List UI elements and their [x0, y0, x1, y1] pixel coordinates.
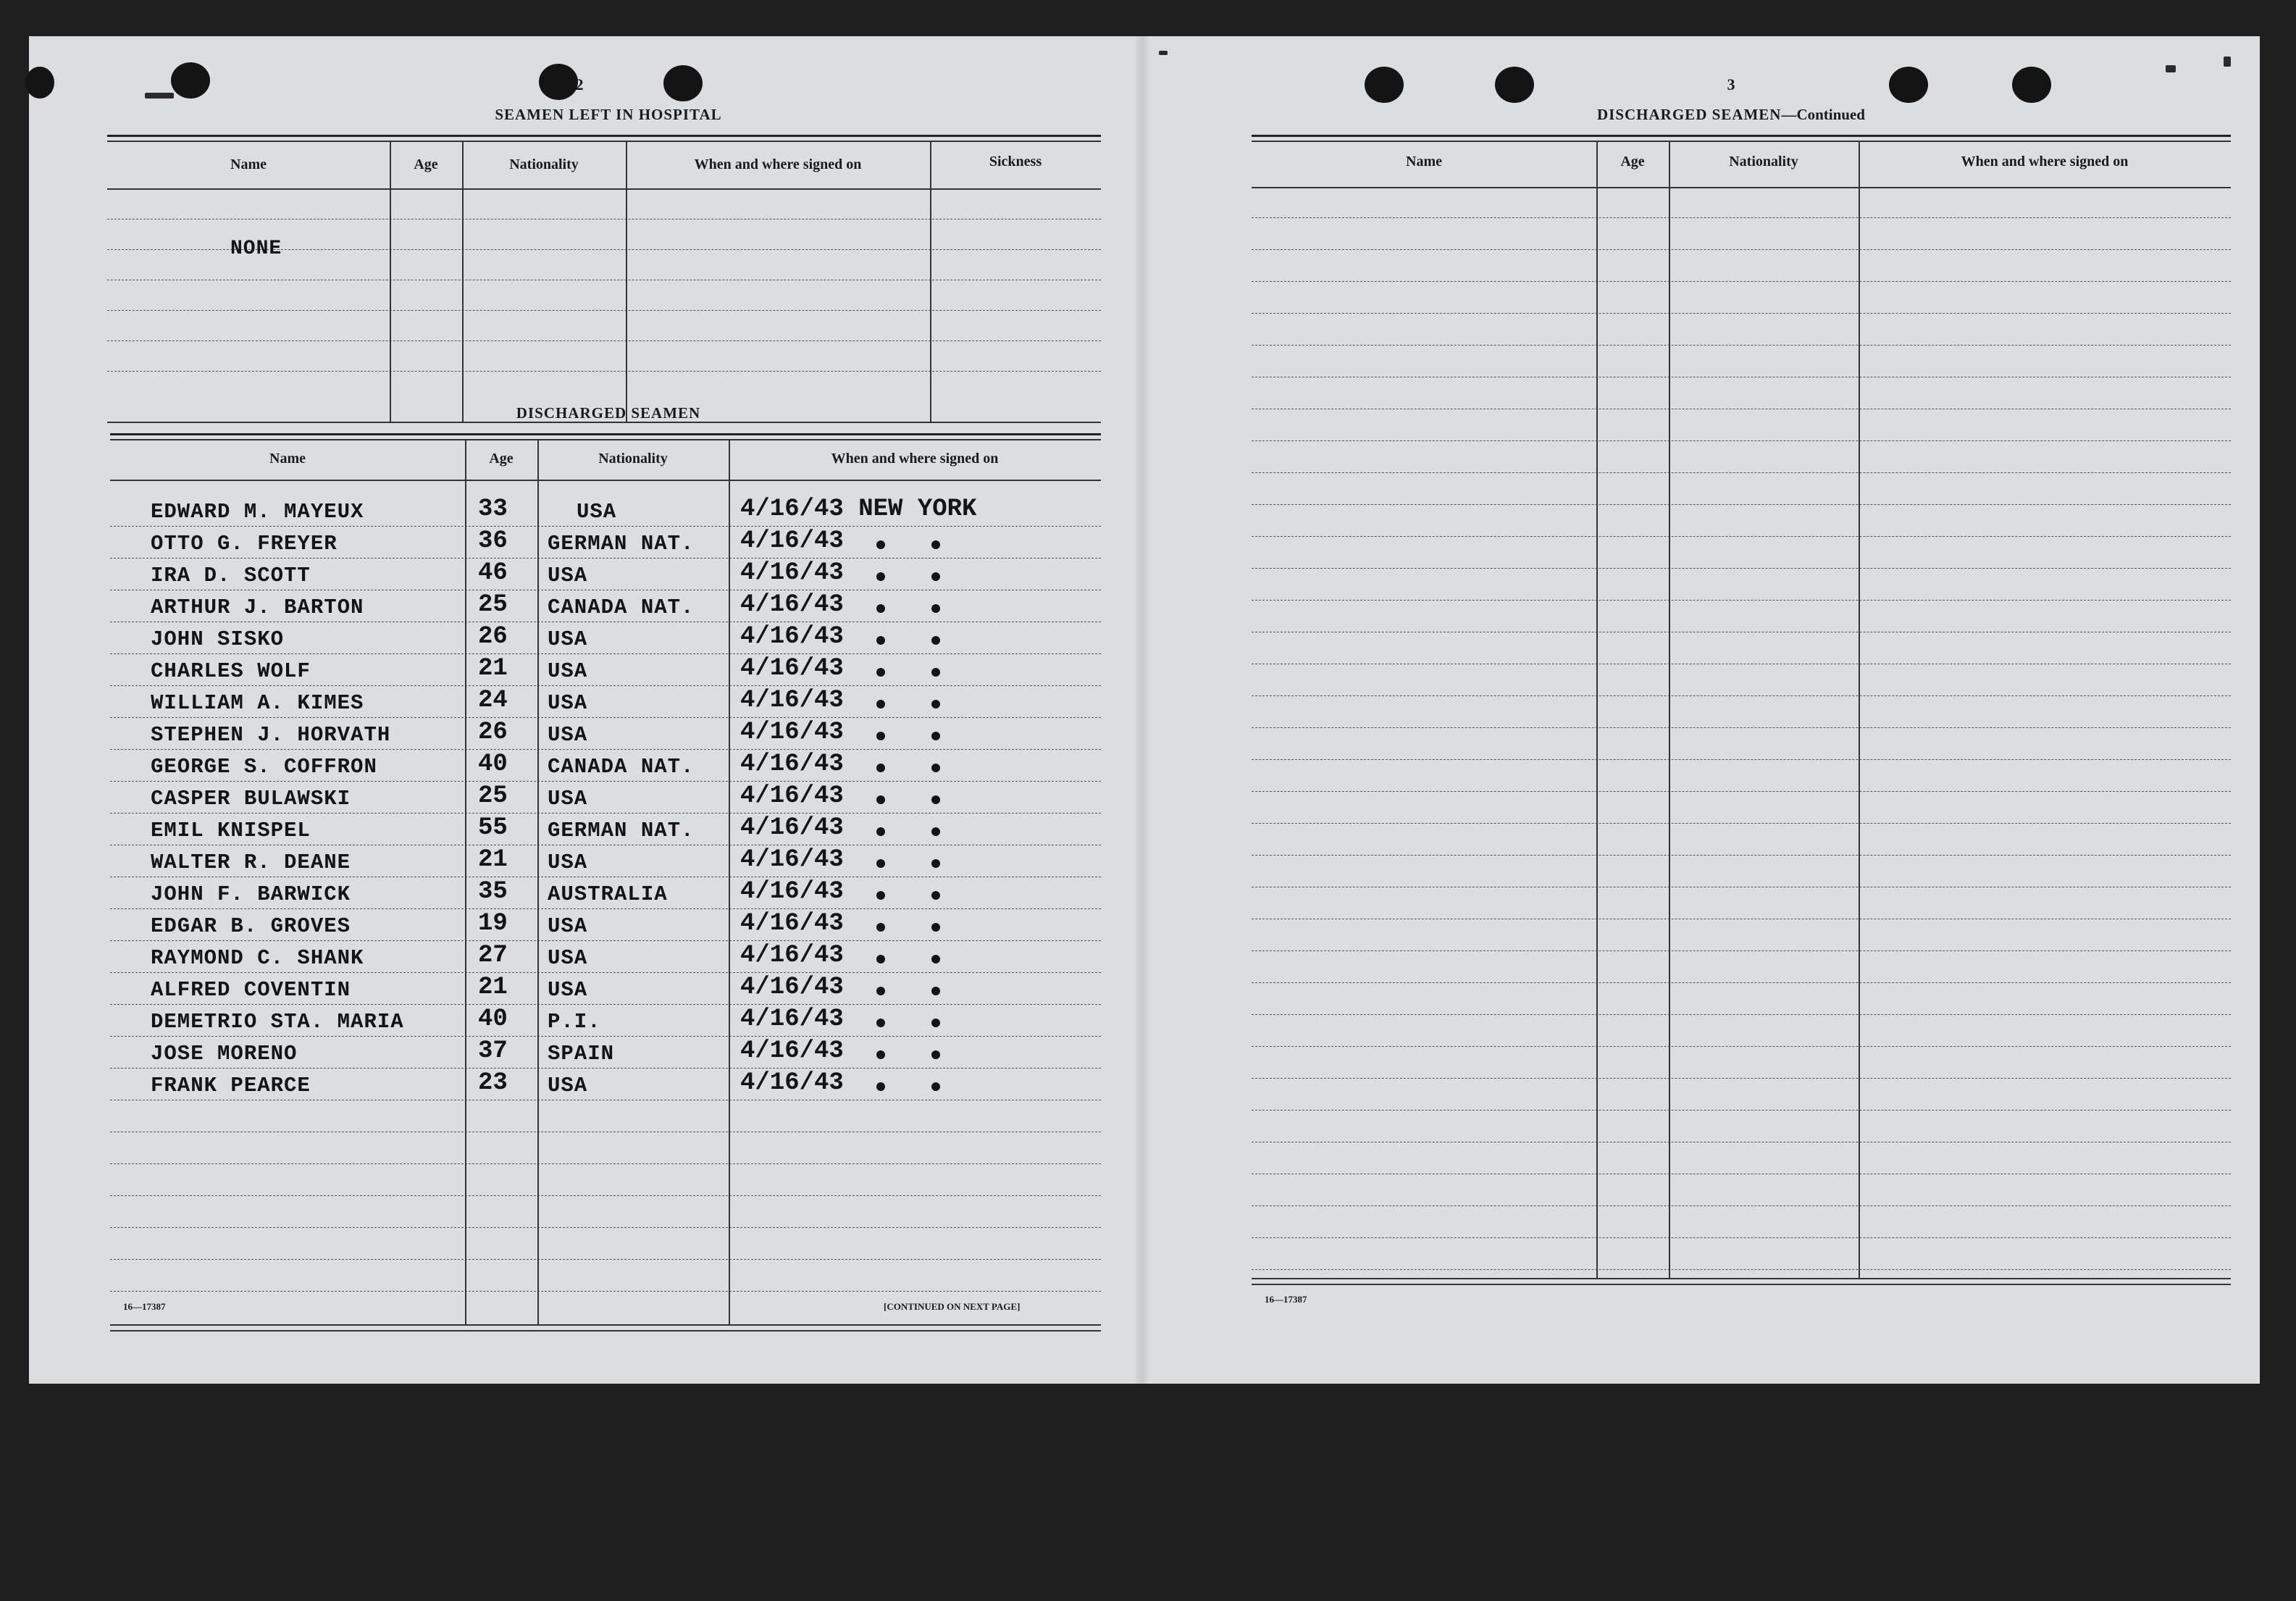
punch-hole	[1889, 67, 1928, 103]
ditto-mark	[931, 795, 940, 804]
seaman-nationality: SPAIN	[548, 1042, 615, 1066]
seaman-age: 25	[478, 591, 508, 619]
seaman-name: STEPHEN J. HORVATH	[151, 723, 391, 747]
page-number: 3	[1727, 75, 1735, 93]
seaman-nationality: USA	[548, 978, 588, 1002]
ditto-mark	[876, 1050, 885, 1059]
column-header-nationality: Nationality	[598, 451, 668, 467]
seaman-age: 33	[478, 496, 508, 523]
ditto-mark	[931, 700, 940, 708]
seaman-name: DEMETRIO STA. MARIA	[151, 1010, 404, 1034]
ditto-mark	[931, 540, 940, 549]
seaman-name: EDWARD M. MAYEUX	[151, 500, 364, 524]
signed-on: 4/16/43	[740, 719, 844, 746]
seaman-nationality: USA	[548, 1074, 588, 1098]
seaman-nationality: CANADA NAT.	[548, 755, 695, 779]
form-number: 16—17387	[123, 1301, 166, 1312]
seaman-nationality: USA	[577, 500, 617, 524]
ditto-mark	[931, 859, 940, 868]
seaman-nationality: CANADA NAT.	[548, 595, 695, 619]
seaman-name: IRA D. SCOTT	[151, 564, 311, 588]
signed-on: 4/16/43	[740, 1006, 844, 1033]
document-sheet	[29, 36, 2260, 1384]
seaman-age: 25	[478, 782, 508, 810]
punch-hole	[1365, 67, 1404, 103]
continued-title-main: DISCHARGED SEAMEN	[1597, 106, 1782, 123]
seaman-nationality: USA	[548, 723, 588, 747]
hospital-section-title: SEAMEN LEFT IN HOSPITAL	[495, 106, 722, 123]
seaman-name: JOHN SISKO	[151, 627, 285, 651]
seaman-age: 21	[478, 974, 508, 1001]
seaman-name: WILLIAM A. KIMES	[151, 691, 364, 715]
signed-on: 4/16/43	[740, 814, 844, 842]
seaman-name: WALTER R. DEANE	[151, 850, 351, 874]
punch-hole	[25, 67, 54, 99]
discharged-section-title: DISCHARGED SEAMEN	[516, 404, 701, 422]
punch-hole	[2012, 67, 2051, 103]
seaman-nationality: USA	[548, 914, 588, 938]
punch-hole	[171, 62, 210, 99]
ditto-mark	[931, 1050, 940, 1059]
ditto-mark	[876, 636, 885, 645]
seaman-name: ARTHUR J. BARTON	[151, 595, 364, 619]
seaman-name: ALFRED COVENTIN	[151, 978, 351, 1002]
column-header-nationality: Nationality	[509, 156, 579, 172]
signed-on: 4/16/43 NEW YORK	[740, 496, 977, 523]
seaman-nationality: USA	[548, 659, 588, 683]
ditto-mark	[931, 1082, 940, 1091]
seaman-age: 46	[478, 559, 508, 587]
page-fold	[1136, 36, 1149, 1384]
seaman-age: 40	[478, 1006, 508, 1033]
continued-note: [CONTINUED ON NEXT PAGE]	[884, 1301, 1021, 1312]
hospital-table	[107, 135, 1101, 425]
seaman-name: CASPER BULAWSKI	[151, 787, 351, 811]
column-header-age: Age	[1620, 154, 1645, 170]
column-header-signed-on: When and where signed on	[831, 451, 999, 467]
hospital-entry: NONE	[230, 238, 282, 260]
seaman-nationality: GERMAN NAT.	[548, 532, 695, 556]
ditto-mark	[931, 604, 940, 613]
seaman-name: EDGAR B. GROVES	[151, 914, 351, 938]
ditto-mark	[931, 827, 940, 836]
speck	[1159, 51, 1168, 55]
seaman-name: JOSE MORENO	[151, 1042, 298, 1066]
seaman-name: OTTO G. FREYER	[151, 532, 338, 556]
continued-section-title	[1449, 106, 2014, 124]
column-header-sickness: Sickness	[989, 154, 1042, 170]
ditto-mark	[931, 987, 940, 995]
signed-on: 4/16/43	[740, 591, 844, 619]
continued-table	[1252, 135, 2231, 1323]
seaman-name: FRANK PEARCE	[151, 1074, 311, 1098]
signed-on: 4/16/43	[740, 527, 844, 555]
ditto-mark	[876, 732, 885, 740]
seaman-nationality: GERMAN NAT.	[548, 819, 695, 843]
signed-on: 4/16/43	[740, 782, 844, 810]
signed-on: 4/16/43	[740, 910, 844, 937]
signed-on: 4/16/43	[740, 655, 844, 682]
column-header-signed-on: When and where signed on	[694, 156, 862, 172]
seaman-age: 23	[478, 1069, 508, 1097]
speck	[2224, 57, 2231, 67]
seaman-age: 26	[478, 719, 508, 746]
ditto-mark	[876, 955, 885, 963]
ditto-mark	[931, 636, 940, 645]
seaman-age: 55	[478, 814, 508, 842]
continued-title-suffix: —Continued	[1781, 106, 1865, 123]
seaman-nationality: USA	[548, 627, 588, 651]
seaman-age: 35	[478, 878, 508, 906]
seaman-age: 37	[478, 1037, 508, 1065]
ditto-mark	[876, 859, 885, 868]
ditto-mark	[931, 923, 940, 932]
seaman-name: RAYMOND C. SHANK	[151, 946, 364, 970]
column-header-signed-on: When and where signed on	[1961, 154, 2129, 170]
punch-hole	[663, 65, 703, 101]
ditto-mark	[931, 764, 940, 772]
seaman-name: JOHN F. BARWICK	[151, 882, 351, 906]
seaman-nationality: USA	[548, 850, 588, 874]
discharged-table	[110, 433, 1101, 1332]
ditto-mark	[931, 732, 940, 740]
seaman-nationality: AUSTRALIA	[548, 882, 668, 906]
ditto-mark	[876, 1019, 885, 1027]
signed-on: 4/16/43	[740, 942, 844, 969]
signed-on: 4/16/43	[740, 687, 844, 714]
seaman-nationality: USA	[548, 787, 588, 811]
signed-on: 4/16/43	[740, 751, 844, 778]
ditto-mark	[876, 795, 885, 804]
signed-on: 4/16/43	[740, 878, 844, 906]
form-number: 16—17387	[1265, 1294, 1307, 1305]
seaman-age: 21	[478, 655, 508, 682]
ditto-mark	[876, 572, 885, 581]
column-header-age: Age	[414, 156, 438, 172]
ditto-mark	[876, 764, 885, 772]
column-header-nationality: Nationality	[1729, 154, 1798, 170]
ditto-mark	[876, 987, 885, 995]
seaman-age: 21	[478, 846, 508, 874]
column-header-name: Name	[269, 451, 306, 467]
column-header-name: Name	[1406, 154, 1442, 170]
seaman-name: GEORGE S. COFFRON	[151, 755, 377, 779]
column-header-name: Name	[230, 156, 267, 172]
signed-on: 4/16/43	[740, 559, 844, 587]
seaman-age: 24	[478, 687, 508, 714]
ditto-mark	[876, 1082, 885, 1091]
ditto-mark	[876, 891, 885, 900]
seaman-age: 26	[478, 623, 508, 651]
signed-on: 4/16/43	[740, 623, 844, 651]
seaman-age: 19	[478, 910, 508, 937]
seaman-nationality: USA	[548, 946, 588, 970]
ditto-mark	[931, 572, 940, 581]
signed-on: 4/16/43	[740, 974, 844, 1001]
ditto-mark	[876, 668, 885, 677]
seaman-nationality: P.I.	[548, 1010, 601, 1034]
seaman-age: 27	[478, 942, 508, 969]
seaman-age: 36	[478, 527, 508, 555]
ditto-mark	[931, 668, 940, 677]
ditto-mark	[876, 923, 885, 932]
ditto-mark	[876, 827, 885, 836]
signed-on: 4/16/43	[740, 1069, 844, 1097]
punch-hole	[1495, 67, 1534, 103]
ditto-mark	[931, 891, 940, 900]
signed-on: 4/16/43	[740, 1037, 844, 1065]
seaman-nationality: USA	[548, 564, 588, 588]
ditto-mark	[876, 700, 885, 708]
speck	[145, 93, 174, 99]
page-number: 2	[575, 75, 584, 93]
seaman-name: CHARLES WOLF	[151, 659, 311, 683]
speck	[2166, 65, 2176, 72]
ditto-mark	[876, 604, 885, 613]
ditto-mark	[931, 1019, 940, 1027]
signed-on: 4/16/43	[740, 846, 844, 874]
ditto-mark	[876, 540, 885, 549]
column-header-age: Age	[489, 451, 514, 467]
seaman-nationality: USA	[548, 691, 588, 715]
seaman-name: EMIL KNISPEL	[151, 819, 311, 843]
ditto-mark	[931, 955, 940, 963]
seaman-age: 40	[478, 751, 508, 778]
